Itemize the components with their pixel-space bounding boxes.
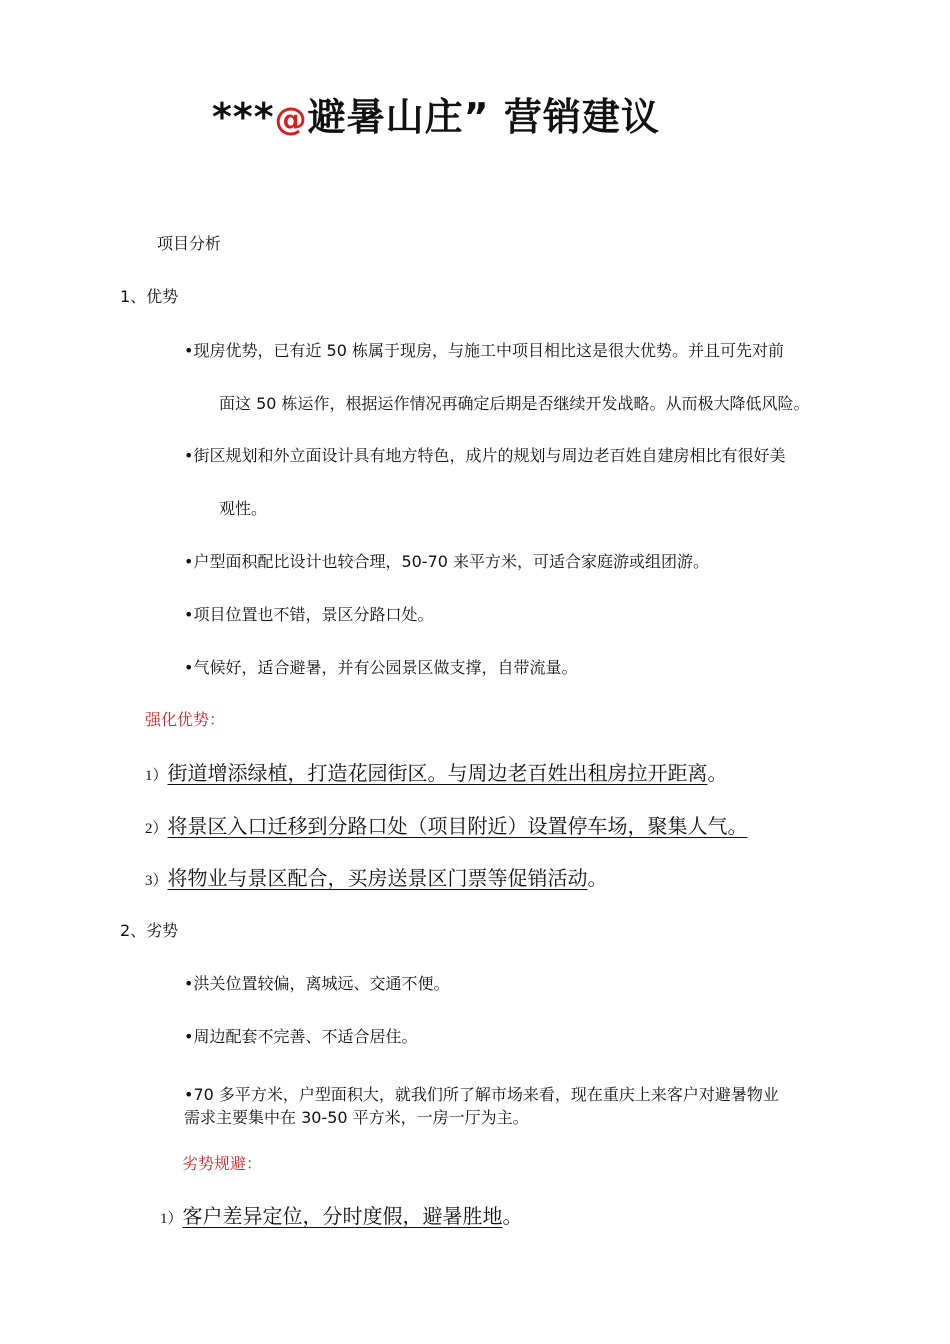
- avoid-item: [160, 1203, 523, 1232]
- disadvantage-bullet: •70 多平方米，户型面积大，就我们所了解市场来看，现在重庆上来客户对避暑物业: [184, 1085, 779, 1104]
- section-heading: 项目分析: [157, 234, 222, 253]
- advantage-bullet-continuation: 面这 50 栋运作，根据运作情况再确定后期是否继续开发战略。从而极大降低风险。: [219, 394, 810, 413]
- item-text: 街道增添绿植，打造花园街区。与周边老百姓出租房拉开距离: [167, 761, 708, 785]
- title-prefix: ***: [212, 95, 275, 139]
- advantage-bullet-continuation: 观性。: [219, 499, 268, 518]
- strengthen-item: [145, 760, 728, 789]
- strengthen-item: [145, 813, 748, 842]
- item-tail: 。: [707, 761, 728, 785]
- disadvantage-bullet-continuation: 需求主要集中在 30-50 平方米，一房一厅为主。: [184, 1108, 529, 1127]
- disadvantage-bullet: •周边配套不完善、不适合居住。: [184, 1027, 418, 1046]
- item-number: 1）: [160, 1211, 183, 1227]
- strengthen-item: [145, 865, 608, 894]
- advantage-bullet: •现房优势，已有近 50 栋属于现房，与施工中项目相比这是很大优势。并且可先对前: [184, 341, 784, 360]
- item-number: 2）: [145, 821, 168, 837]
- title-main: 避暑山庄” 营销建议: [307, 95, 660, 139]
- advantages-heading: 1、优势: [120, 287, 179, 306]
- item-text: 客户差异定位，分时度假，避暑胜地: [182, 1204, 503, 1228]
- item-tail: 。: [502, 1204, 523, 1228]
- disadvantage-bullet: •洪关位置较偏，离城远、交通不便。: [184, 974, 450, 993]
- item-number: 1）: [145, 768, 168, 784]
- disadvantages-heading: 2、劣势: [120, 921, 179, 940]
- document-title: [212, 92, 660, 144]
- advantage-bullet: •气候好，适合避暑，并有公园景区做支撑，自带流量。: [184, 658, 578, 677]
- item-tail: 。: [587, 866, 608, 890]
- advantage-bullet: •街区规划和外立面设计具有地方特色，成片的规划与周边老百姓自建房相比有很好美: [184, 446, 786, 465]
- advantage-bullet: •项目位置也不错，景区分路口处。: [184, 605, 434, 624]
- item-text: 将物业与景区配合，买房送景区门票等促销活动: [167, 866, 588, 890]
- avoid-label: 劣势规避：: [182, 1154, 263, 1173]
- item-text: 将景区入口迁移到分路口处（项目附近）设置停车场，聚集人气。: [167, 814, 748, 838]
- item-number: 3）: [145, 873, 168, 889]
- title-at-sign: @: [274, 100, 308, 138]
- advantage-bullet: •户型面积配比设计也较合理，50-70 来平方米，可适合家庭游或组团游。: [184, 552, 710, 571]
- strengthen-label: 强化优势：: [145, 710, 226, 729]
